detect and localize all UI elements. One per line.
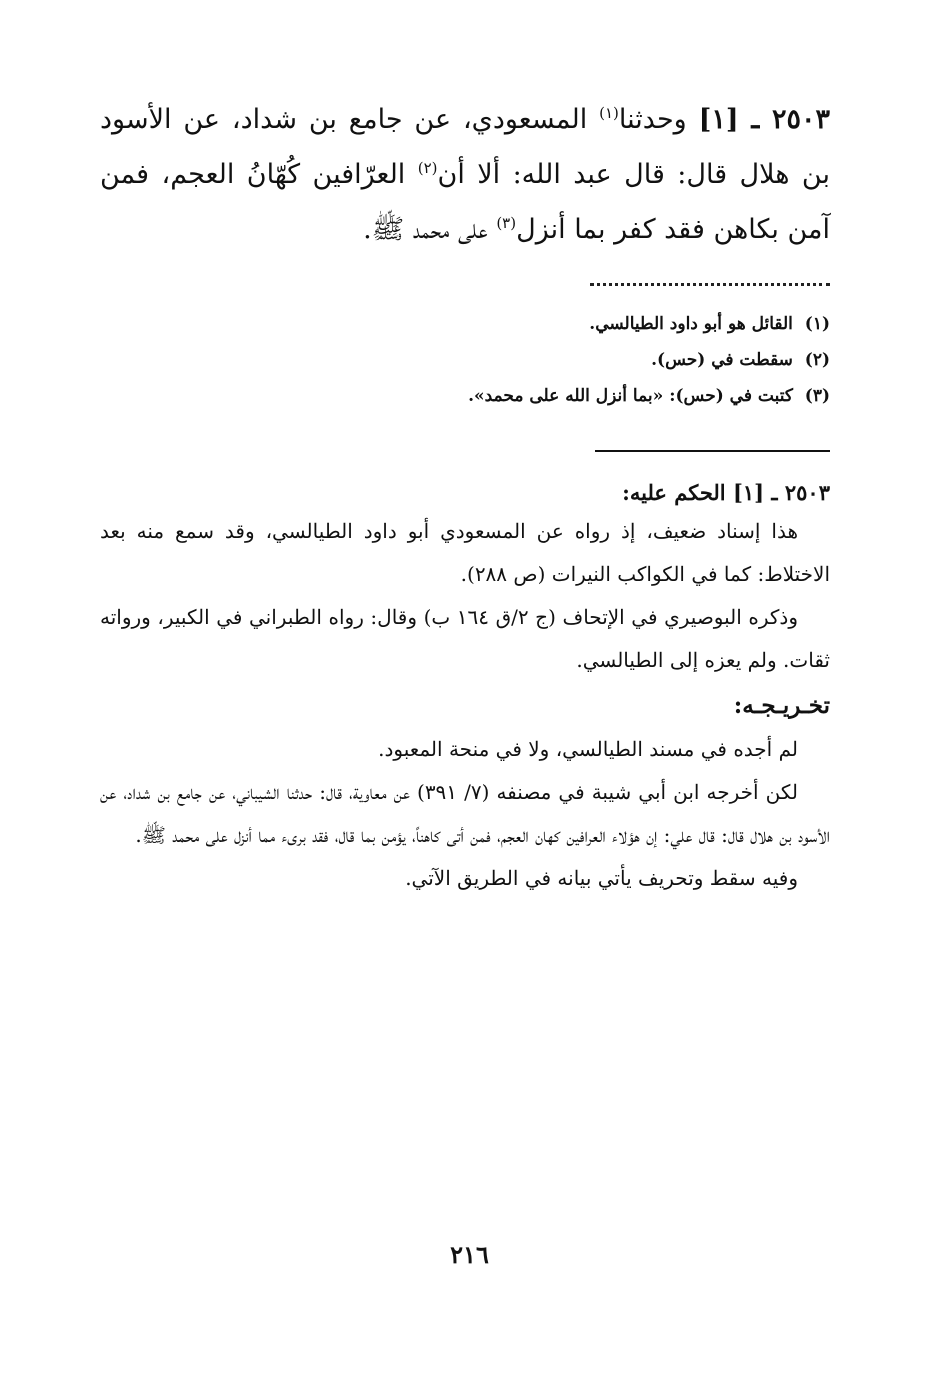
footnotes <box>100 306 830 414</box>
hadith-text-c: العرّافين كُهّانُ العجم، فمن آمن بكاهن فقد كفر بما أنزل <box>100 159 830 245</box>
footnote-text: كتبت في (حس): «بما أنزل الله على محمد». <box>468 386 793 406</box>
footnote-number: (٢) <box>804 350 830 370</box>
hadith-text-a: وحدثنا <box>618 104 699 135</box>
footnote-text: سقطت في (حس). <box>651 350 793 370</box>
hadith-number: ٢٥٠٣ <box>771 104 830 135</box>
footnote-2 <box>100 342 830 378</box>
hadith-text <box>100 92 830 257</box>
ruling-paragraph-1: هذا إسناد ضعيف، إذ رواه عن المسعودي أبو داود الطيالسي، وقد سمع منه بعد الاختلاط: كما في الكواكب النيرات (ص ٢٨٨). <box>100 519 830 586</box>
page-body <box>100 92 830 900</box>
ruling-paragraph-2: وذكره البوصيري في الإتحاف (ج ٢/ق ١٦٤ ب) وقال: رواه الطبراني في الكبير، ورواته ثقات. ولم يعزه إلى الطيالسي. <box>100 605 830 672</box>
hadith-text-b: المسعودي، عن جامع بن شداد، عن الأسود بن هلال قال: قال عبد الله: ألا أن <box>100 104 830 190</box>
footnote-1 <box>100 306 830 342</box>
footnote-ref-2: (٢) <box>417 159 438 177</box>
takhrij-paragraph-3: وفيه سقط وتحريف يأتي بيانه في الطريق الآتي. <box>405 866 798 890</box>
footnote-3 <box>100 378 830 414</box>
hadith-dash: ـ <box>738 104 772 135</box>
footnote-ref-1: (١) <box>599 104 619 122</box>
hadith-text-d: على محمد ﷺ. <box>363 214 497 245</box>
page-number: ٢١٦ <box>450 1240 489 1269</box>
section-divider <box>595 450 830 452</box>
ruling-heading: ٢٥٠٣ ـ [١] الحكم عليه: <box>622 480 830 505</box>
footnote-text: القائل هو أبو داود الطيالسي. <box>589 314 793 334</box>
takhrij-heading: تخـريـجـه: <box>733 692 830 719</box>
footnote-number: (١) <box>804 314 830 334</box>
takhrij-paragraph-2: لكن أخرجه ابن أبي شيبة في مصنفه (٧/ ٣٩١) عن معاوية، قال: حدثنا الشيباني، عن جامع بن شداد، عن الأسود بن هلال قال: قال علي: إن هؤلاء العرافين كهان العجم، فمن أتى كاهناً، يؤمن بما قال، فقد برىء مما أنزل على محمد ﷺ. <box>100 780 830 847</box>
footnote-ref-3: (٣) <box>496 214 517 232</box>
takhrij-paragraph-1: لم أجده في مسند الطيالسي، ولا في منحة المعبود. <box>378 737 798 761</box>
footnote-number: (٣) <box>804 386 830 406</box>
footnote-separator <box>590 283 830 286</box>
hadith-ref: [١] <box>698 104 739 135</box>
